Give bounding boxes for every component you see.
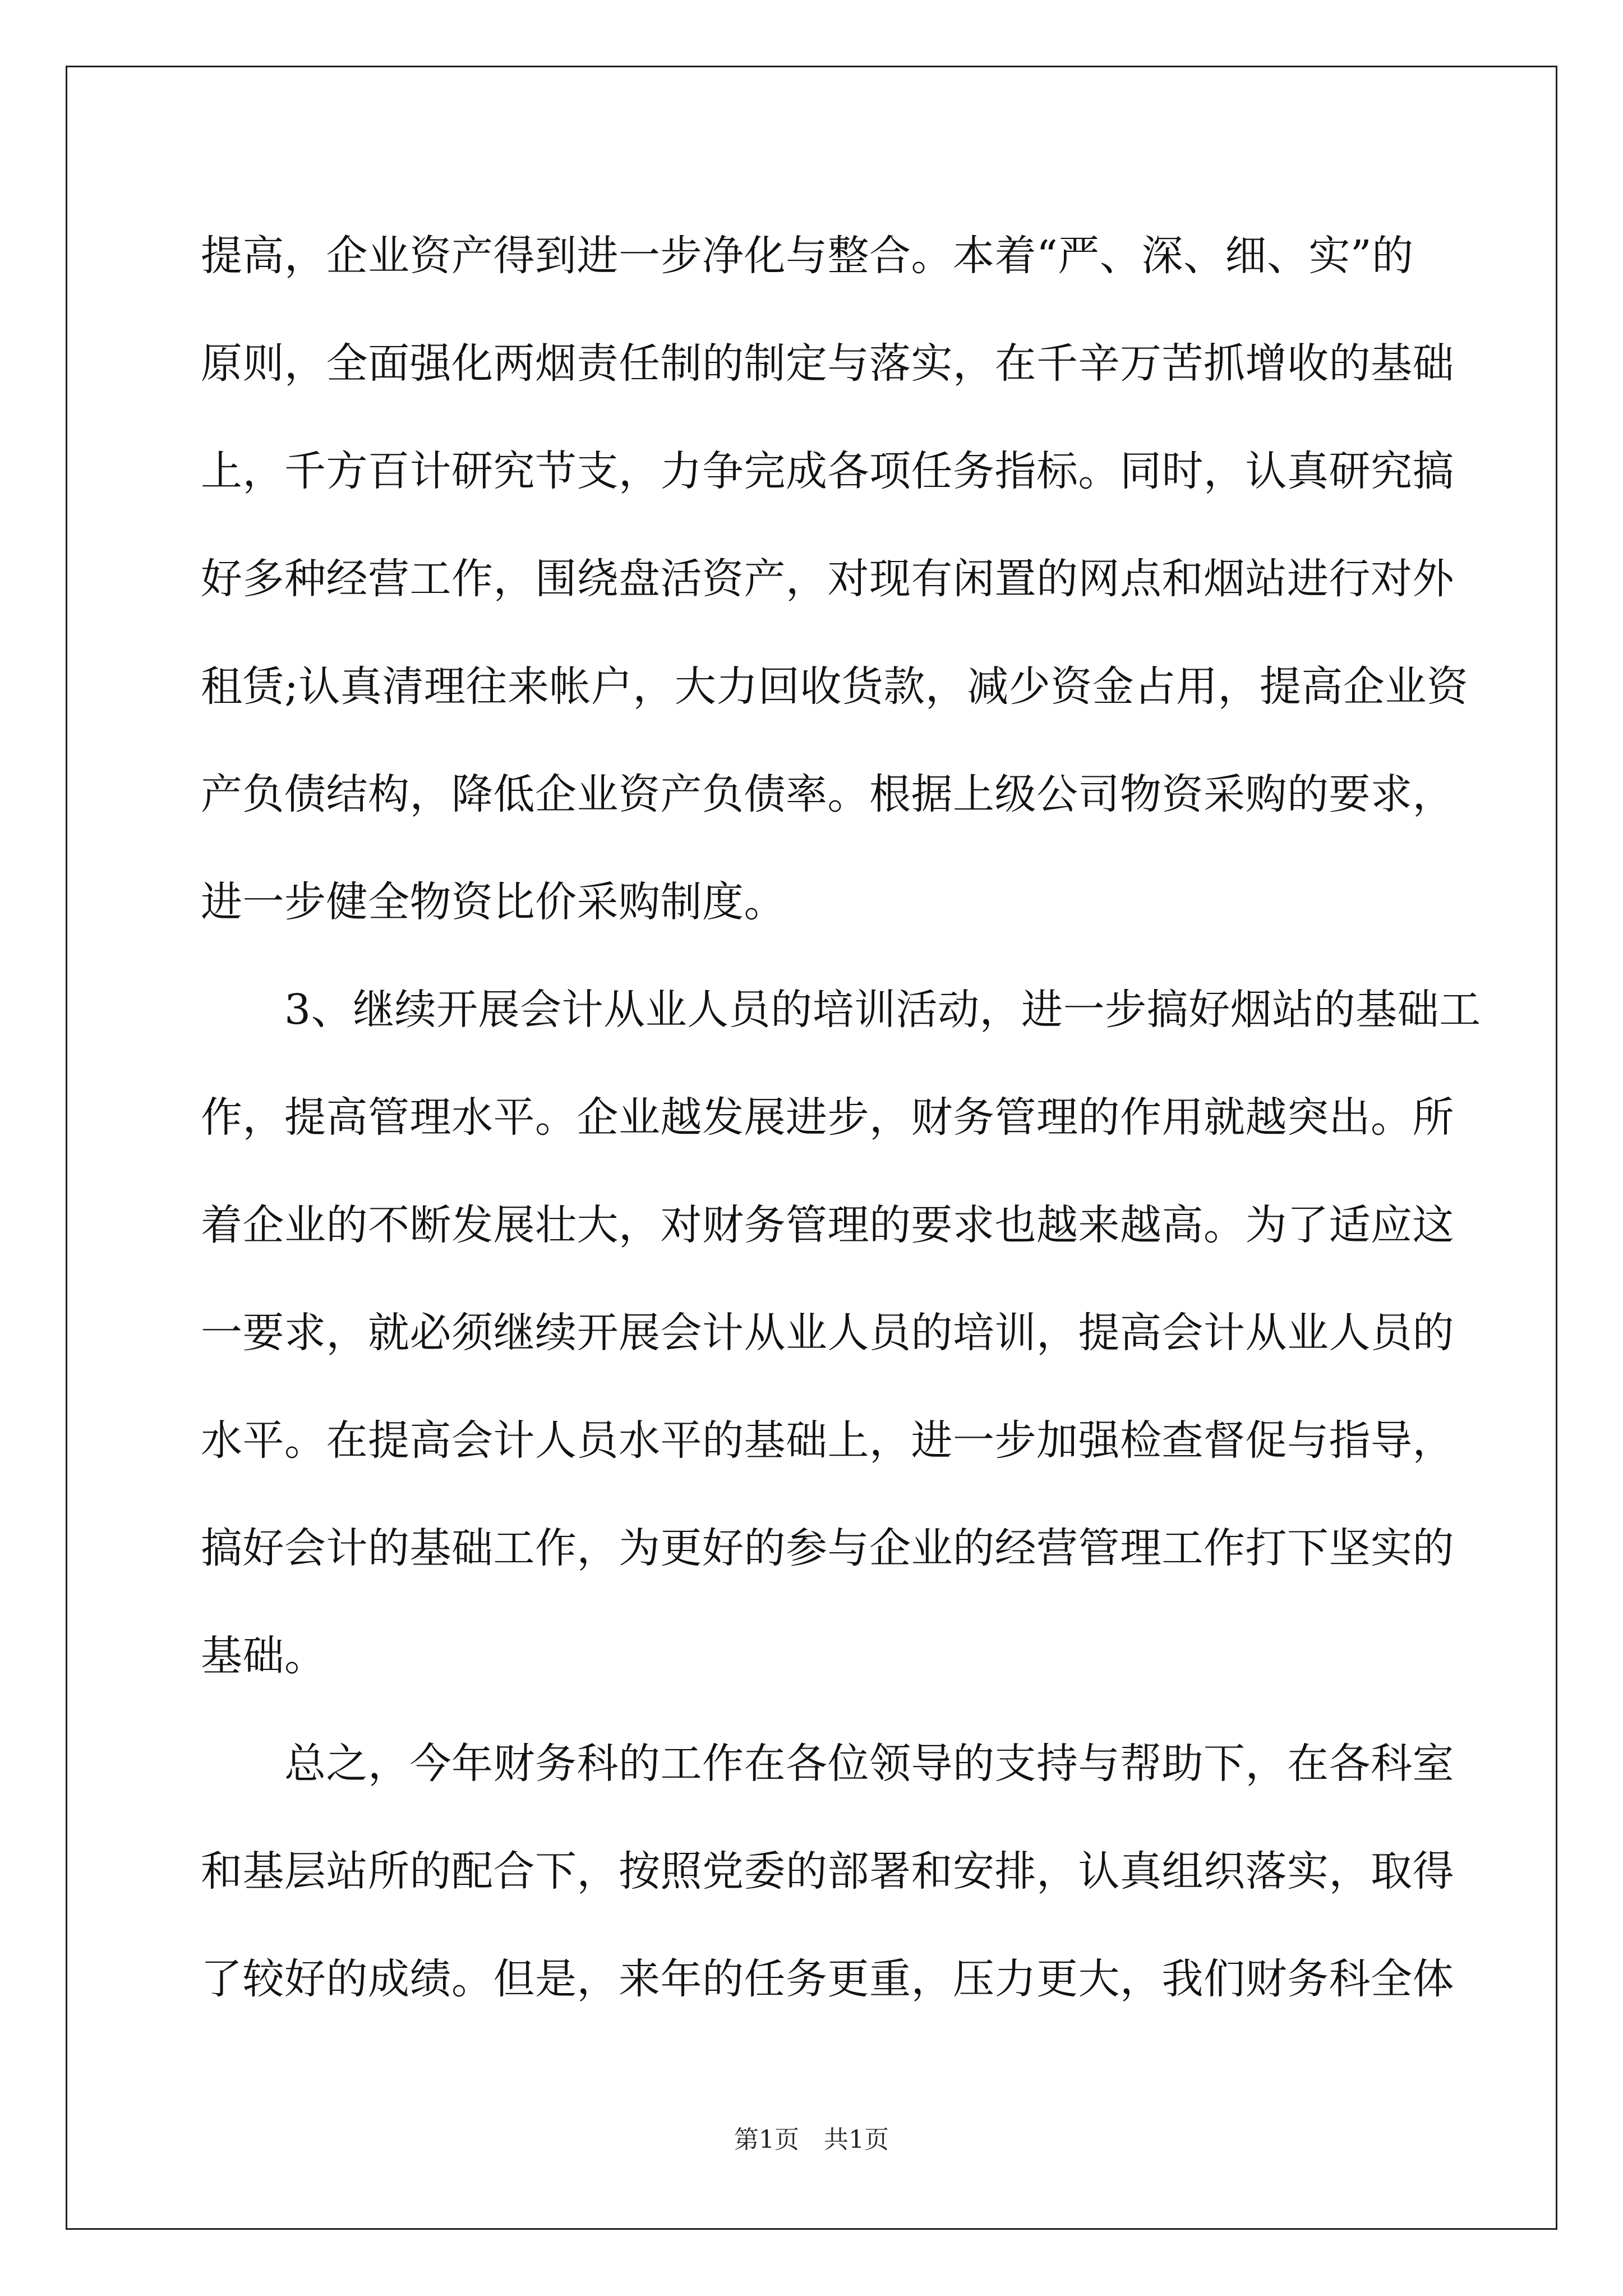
text-line: 了较好的成绩。但是，来年的任务更重，压力更大，我们财务科全体: [201, 1955, 1454, 2003]
text-line: 搞好会计的基础工作，为更好的参与企业的经营管理工作打下坚实的: [201, 1524, 1454, 1572]
document-body: [201, 202, 1481, 2033]
text-line: 产负债结构，降低企业资产负债率。根据上级公司物资采购的要求，: [201, 770, 1454, 818]
text-line: 租赁;认真清理往来帐户，大力回收货款，减少资金占用，提高企业资: [201, 662, 1469, 711]
text-line: 3、继续开展会计从业人员的培训活动，进一步搞好烟站的基础工: [201, 986, 1481, 1034]
text-line: 着企业的不断发展壮大，对财务管理的要求也越来越高。为了适应这: [201, 1201, 1454, 1249]
text-line: 作，提高管理水平。企业越发展进步，财务管理的作用就越突出。所: [201, 1093, 1454, 1142]
text-line: 提高，企业资产得到进一步净化与整合。本着“严、深、细、实”的: [201, 232, 1414, 280]
text-line: 水平。在提高会计人员水平的基础上，进一步加强检查督促与指导，: [201, 1416, 1454, 1465]
text-line: 好多种经营工作，围绕盘活资产，对现有闲置的网点和烟站进行对外: [201, 555, 1454, 603]
text-line: 原则，全面强化两烟责任制的制定与落实，在千辛万苦抓增收的基础: [201, 339, 1454, 388]
text-line: 进一步健全物资比价采购制度。: [201, 878, 786, 926]
text-line: 总之，今年财务科的工作在各位领导的支持与帮助下，在各科室: [201, 1740, 1454, 1788]
text-line: 上，千方百计研究节支，力争完成各项任务指标。同时，认真研究搞: [201, 447, 1454, 495]
text-line: 和基层站所的配合下，按照党委的部署和安排，认真组织落实，取得: [201, 1847, 1454, 1895]
text-line: 一要求，就必须继续开展会计从业人员的培训，提高会计从业人员的: [201, 1309, 1454, 1357]
page-number-footer: 第1页 共1页: [734, 2125, 889, 2154]
text-line: 基础。: [201, 1632, 326, 1680]
